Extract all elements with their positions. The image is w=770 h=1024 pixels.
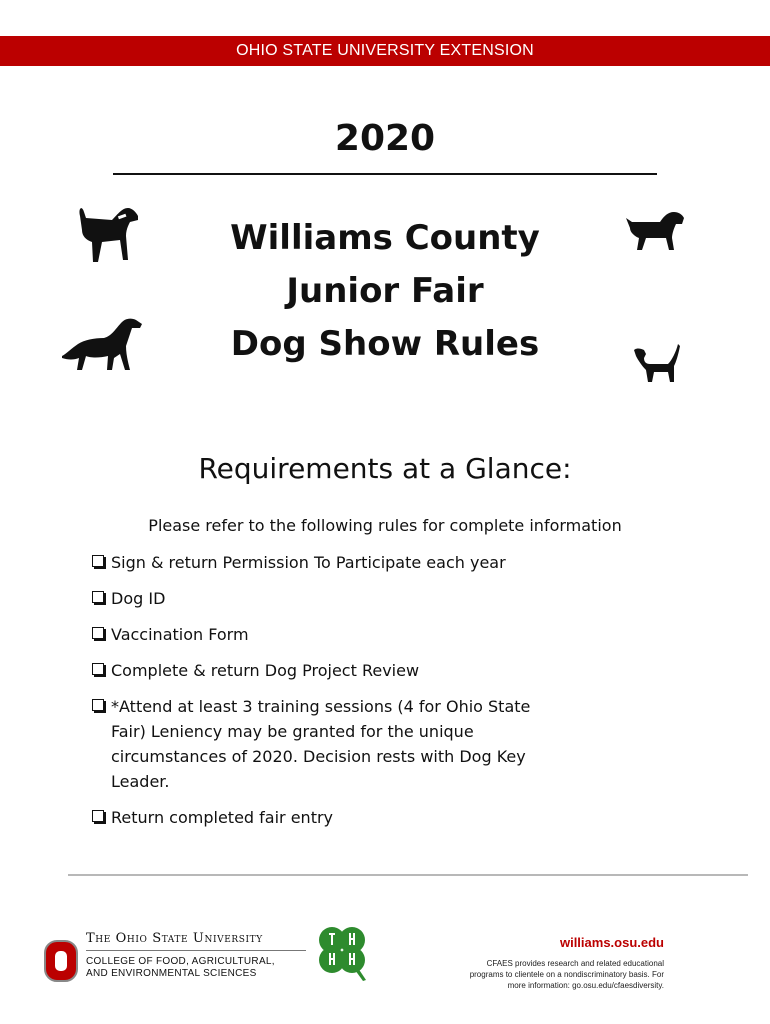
banner-text: OHIO STATE UNIVERSITY EXTENSION [236, 42, 534, 59]
checkbox-icon [92, 663, 104, 675]
university-name: The Ohio State University [86, 931, 306, 951]
disclaimer-line: more information: go.osu.edu/cfaesdiversity. [507, 981, 664, 990]
pointer-dog-icon [632, 342, 682, 386]
checkbox-icon [92, 699, 104, 711]
checkbox-icon [92, 591, 104, 603]
requirements-intro: Please refer to the following rules for complete information [148, 516, 622, 535]
checklist-item-text: *Attend at least 3 training sessions (4 for Ohio State Fair) Leniency may be granted for the unique circumstances of 2020. Decision rests with Dog Key Leader. [111, 697, 531, 791]
website-link[interactable]: williams.osu.edu [559, 935, 664, 950]
footer-divider [68, 874, 748, 876]
requirements-checklist [92, 550, 552, 841]
document-year: 2020 [334, 118, 436, 159]
checklist-item-text: Vaccination Form [111, 625, 249, 644]
checklist-item-text: Dog ID [111, 589, 166, 608]
requirements-heading: Requirements at a Glance: [198, 452, 572, 485]
extension-banner [0, 36, 770, 66]
standing-dog-icon [72, 202, 142, 266]
checkbox-icon [92, 555, 104, 567]
block-o-logo-icon [44, 940, 78, 982]
checklist-item [92, 805, 552, 830]
title-line: Junior Fair [286, 271, 484, 311]
retriever-dog-icon [60, 314, 144, 374]
college-line: COLLEGE OF FOOD, AGRICULTURAL, [86, 956, 275, 967]
college-line: AND ENVIRONMENTAL SCIENCES [86, 968, 257, 979]
checklist-item [92, 550, 552, 575]
checklist-item-text: Complete & return Dog Project Review [111, 661, 420, 680]
checklist-item [92, 622, 552, 647]
college-name [86, 956, 306, 980]
title-divider [113, 173, 657, 175]
title-line: Dog Show Rules [230, 324, 540, 364]
checklist-item [92, 586, 552, 611]
checklist-item-text: Sign & return Permission To Participate each year [111, 553, 506, 572]
checklist-item [92, 694, 552, 794]
disclaimer-line: CFAES provides research and related educational [486, 959, 664, 968]
walking-dog-icon [624, 206, 686, 254]
4h-clover-icon [314, 924, 370, 982]
checkbox-icon [92, 627, 104, 639]
checklist-item-text: Return completed fair entry [111, 808, 334, 827]
document-title [160, 212, 610, 371]
disclaimer-line: programs to clientele on a nondiscriminatory basis. For [469, 970, 664, 979]
title-line: Williams County [230, 218, 540, 258]
nondiscrimination-statement [440, 958, 664, 991]
checkbox-icon [92, 810, 104, 822]
checklist-item [92, 658, 552, 683]
